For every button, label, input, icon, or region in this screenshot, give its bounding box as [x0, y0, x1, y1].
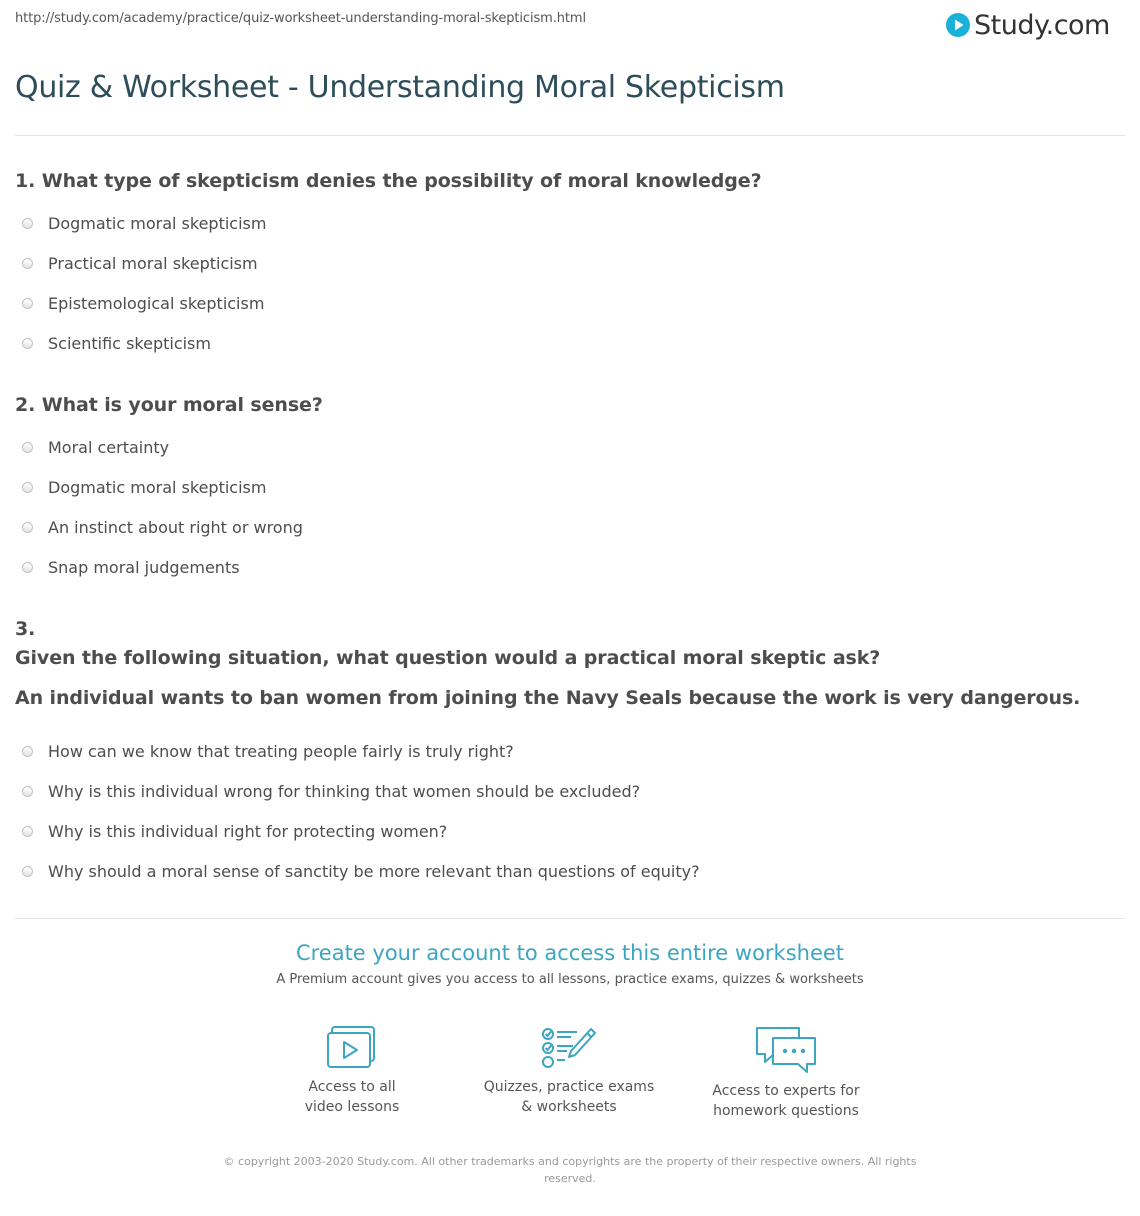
answer-label: Why should a moral sense of sanctity be more relevant than questions of equity?: [48, 861, 700, 881]
feature-label: [686, 1081, 886, 1121]
feature-label: [252, 1077, 452, 1117]
question-prompt: What type of skepticism denies the possibility of moral knowledge?: [41, 170, 762, 192]
radio-button[interactable]: [22, 338, 33, 349]
feature-label-line: Access to all: [308, 1079, 396, 1095]
copyright-notice: © copyright 2003-2020 Study.com. All other trademarks and copyrights are the property of their respective owners. All rights reserved.: [223, 1155, 917, 1185]
question-number: 1.: [15, 170, 36, 192]
quiz-checklist-icon: [541, 1025, 597, 1071]
answer-label: Practical moral skepticism: [48, 253, 258, 273]
video-lessons-icon: [326, 1025, 378, 1071]
answer-option[interactable]: [22, 516, 303, 538]
feature-label-line: video lessons: [304, 1099, 400, 1115]
feature-quizzes: [469, 1025, 669, 1117]
feature-label-line: & worksheets: [521, 1099, 617, 1115]
radio-button[interactable]: [22, 562, 33, 573]
question-number: 2.: [15, 394, 36, 416]
radio-button[interactable]: [22, 522, 33, 533]
feature-label-line: Quizzes, practice exams: [483, 1079, 655, 1095]
radio-button[interactable]: [22, 786, 33, 797]
answer-label: Dogmatic moral skepticism: [48, 213, 267, 233]
answer-option[interactable]: [22, 740, 514, 762]
question-number: 3.: [15, 618, 36, 640]
radio-button[interactable]: [22, 298, 33, 309]
radio-button[interactable]: [22, 826, 33, 837]
answer-option[interactable]: [22, 212, 266, 234]
answer-label: Scientific skepticism: [48, 333, 211, 353]
title-divider: [15, 135, 1125, 136]
feature-label: [469, 1077, 669, 1117]
answer-label: Snap moral judgements: [48, 557, 240, 577]
radio-button[interactable]: [22, 482, 33, 493]
question-prompt: Given the following situation, what question would a practical moral skeptic ask?: [15, 647, 881, 669]
feature-label-line: homework questions: [713, 1103, 859, 1119]
answer-label: Why is this individual right for protecting women?: [48, 821, 448, 841]
answer-label: Why is this individual wrong for thinking that women should be excluded?: [48, 781, 641, 801]
page-title: Quiz & Worksheet - Understanding Moral Skepticism: [15, 70, 785, 105]
logo-text: Study.com: [974, 9, 1110, 41]
answer-label: Moral certainty: [48, 437, 170, 457]
feature-experts: [686, 1025, 886, 1121]
premium-description: A Premium account gives you access to all lessons, practice exams, quizzes & worksheets: [276, 972, 864, 987]
answer-label: Dogmatic moral skepticism: [48, 477, 267, 497]
answer-option[interactable]: [22, 860, 700, 882]
answer-label: Epistemological skepticism: [48, 293, 265, 313]
answer-label: An instinct about right or wrong: [48, 517, 303, 537]
radio-button[interactable]: [22, 442, 33, 453]
feature-label-line: Access to experts for: [712, 1083, 860, 1099]
answer-label: How can we know that treating people fairly is truly right?: [48, 741, 514, 761]
answer-option[interactable]: [22, 556, 240, 578]
question-text: [15, 394, 323, 416]
question-prompt: What is your moral sense?: [41, 394, 323, 416]
radio-button[interactable]: [22, 746, 33, 757]
create-account-link[interactable]: Create your account to access this entire worksheet: [295, 941, 845, 965]
answer-option[interactable]: [22, 780, 640, 802]
answer-option[interactable]: [22, 436, 169, 458]
cta-divider: [15, 918, 1125, 919]
radio-button[interactable]: [22, 866, 33, 877]
radio-button[interactable]: [22, 258, 33, 269]
feature-video-lessons: [252, 1025, 452, 1117]
question-text: [15, 170, 762, 192]
radio-button[interactable]: [22, 218, 33, 229]
answer-option[interactable]: [22, 252, 258, 274]
answer-option[interactable]: [22, 292, 264, 314]
answer-option[interactable]: [22, 476, 266, 498]
answer-option[interactable]: [22, 332, 211, 354]
answer-option[interactable]: [22, 820, 447, 842]
study-com-logo[interactable]: [945, 9, 1110, 41]
expert-chat-icon: [754, 1025, 818, 1075]
question-scenario: An individual wants to ban women from joining the Navy Seals because the work is very dangerous.: [15, 687, 1081, 709]
play-icon: [945, 12, 971, 38]
page-url: http://study.com/academy/practice/quiz-worksheet-understanding-moral-skepticism.html: [15, 11, 586, 26]
